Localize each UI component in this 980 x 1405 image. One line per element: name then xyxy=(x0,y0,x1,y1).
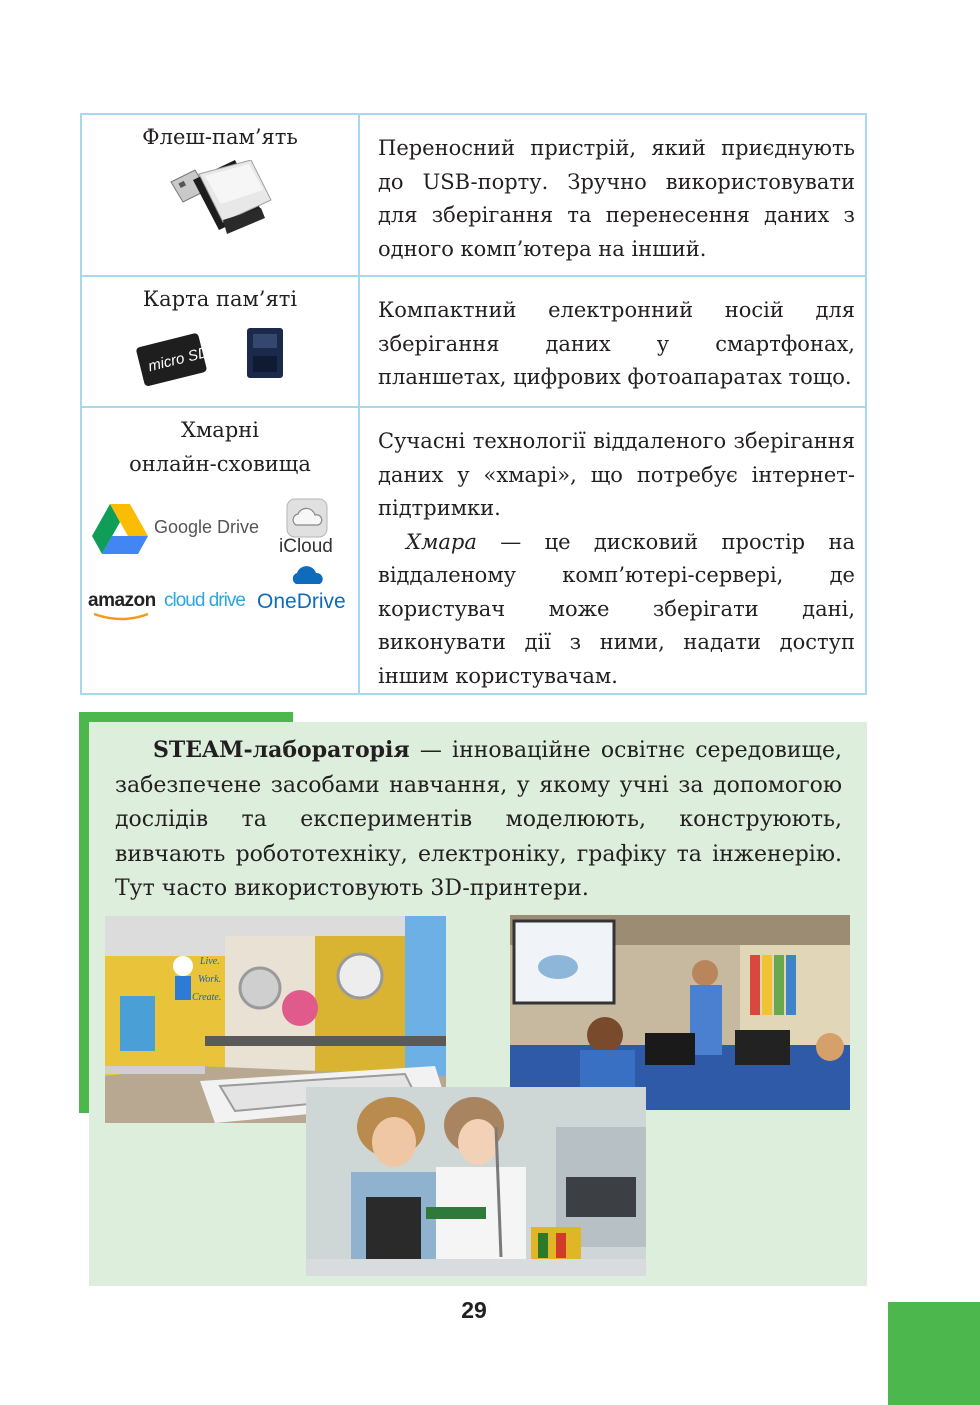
google-drive-icon xyxy=(90,502,150,556)
description-cell-memory-card xyxy=(359,276,866,407)
amazon-label: amazon xyxy=(88,590,156,611)
icloud-icon xyxy=(286,498,328,538)
table-row-flash xyxy=(81,114,866,276)
device-name-cloud-line1: Хмарні xyxy=(181,418,259,442)
classroom-computers-illustration xyxy=(510,915,850,1110)
page-number: 29 xyxy=(461,1297,487,1323)
description-flash: Переносний пристрій, який приєднують до USB-порту. Зручно використовувати для зберігання та перенесення даних з одного комп’ютера на інший. xyxy=(378,136,855,261)
green-corner-tab xyxy=(888,1302,980,1405)
classroom-computers-photo xyxy=(510,915,850,1110)
description-memory-card: Компактний електронний носій для зберігання даних у смартфонах, планшетах, цифрових фотоапаратах тощо. xyxy=(378,298,855,389)
cloud-definition-text: — це дисковий простір на віддаленому комп’ютері-сервері, де користувач може зберігати дані, виконувати дії з ними, надати доступ іншим користувачам. xyxy=(378,529,855,688)
icloud-label: iCloud xyxy=(279,536,333,557)
cloud-term: Хмара xyxy=(406,529,477,554)
description-cloud-main: Сучасні технології віддаленого зберігання даних у «хмарі», що потребує інтернет-підтримки. xyxy=(378,429,855,520)
steam-text: — інноваційне освітнє середовище, забезпечене засобами навчання, у якому учні за допомогою дослідів та експериментів моделюють, конструюють, вивчають робототехніку, електроніку, графіку та інженерію. Тут часто використовують 3D-принтери. xyxy=(115,738,842,901)
memory-card-image xyxy=(135,320,305,390)
description-cloud xyxy=(378,425,855,693)
steam-term: STEAM-лабораторія xyxy=(153,737,410,763)
green-accent-bar-vertical xyxy=(79,712,89,1113)
device-name-memory-card: Карта пам’яті xyxy=(142,287,298,311)
wall-text-work: Work. xyxy=(198,974,222,985)
onedrive-label: OneDrive xyxy=(257,590,346,613)
device-name-cloud xyxy=(83,413,357,481)
onedrive-icon xyxy=(290,564,326,586)
device-cell-cloud xyxy=(81,407,359,694)
students-experiment-photo xyxy=(306,1087,646,1276)
amazon-smile-icon xyxy=(92,612,152,622)
device-cell-flash xyxy=(81,114,359,276)
steam-paragraph xyxy=(115,733,842,907)
device-cell-memory-card xyxy=(81,276,359,407)
device-name-flash: Флеш-пам’ять xyxy=(142,125,298,149)
wall-text-live: Live. xyxy=(200,956,220,967)
storage-devices-table xyxy=(80,113,867,695)
table-row-cloud xyxy=(81,407,866,694)
description-cell-cloud xyxy=(359,407,866,694)
usb-flash-drive-image xyxy=(165,160,275,245)
device-name-cloud-line2: онлайн-сховища xyxy=(129,452,311,476)
micro-sd-label: micro SD xyxy=(146,343,211,376)
cloud-logos xyxy=(86,498,352,628)
cloud-definition xyxy=(378,526,855,694)
table-row-memory-card xyxy=(81,276,866,407)
description-cell-flash xyxy=(359,114,866,276)
green-accent-bar-horizontal xyxy=(79,712,293,722)
wall-text-create: Create. xyxy=(192,992,222,1003)
amazon-cloud-drive-label: cloud drive xyxy=(164,590,245,611)
google-drive-label: Google Drive xyxy=(154,517,260,537)
students-experiment-illustration xyxy=(306,1087,646,1276)
